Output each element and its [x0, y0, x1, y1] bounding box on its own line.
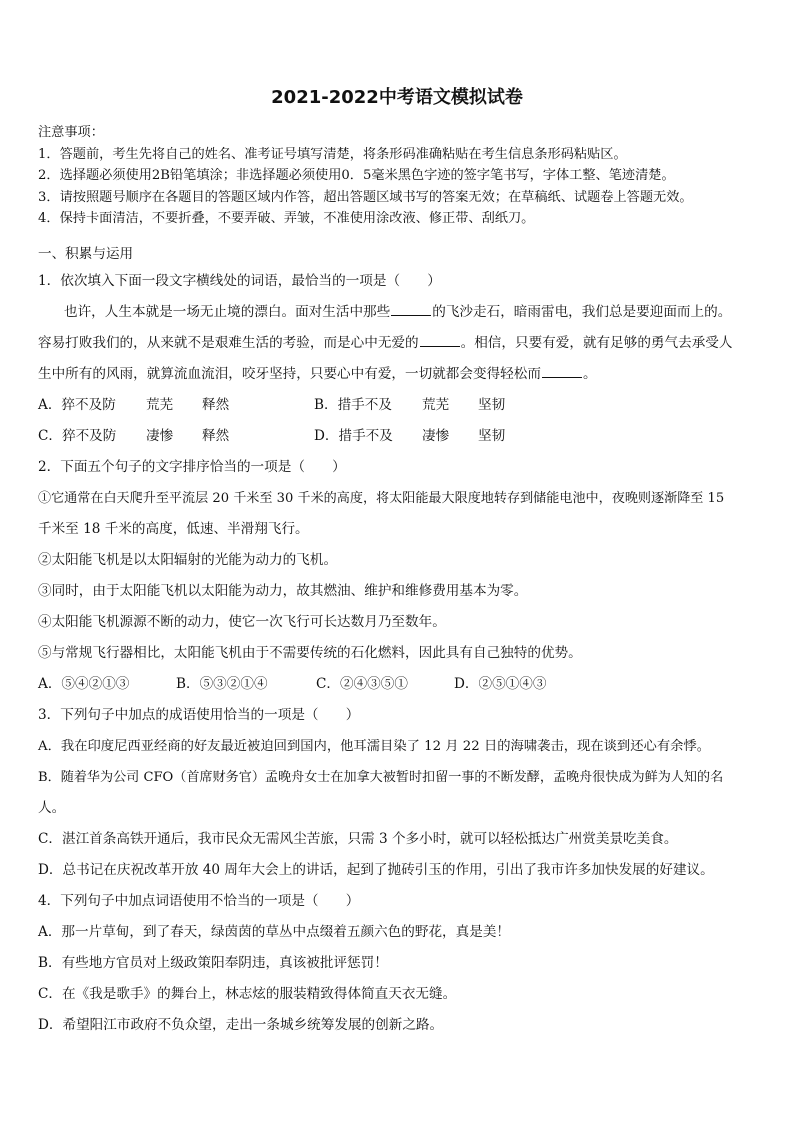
option-d: D．总书记在庆祝改革开放 40 周年大会上的讲话，起到了抛砖引玉的作用，引出了我市许多加快发展的好建议。 [38, 862, 714, 878]
option-b: B．随着华为公司 CFO（首席财务官）孟晚舟女士在加拿大被暂时扣留一事的不断发酵，孟晚舟很快成为鲜为人知的名 [38, 770, 724, 785]
question-3-stem: 3．下列句子中加点的成语使用恰当的一项是（ ） [38, 707, 360, 723]
option-a-word-2: 荒芜 [146, 397, 174, 413]
question-2-options-row [38, 669, 758, 700]
notice-block [38, 122, 758, 230]
exam-body [38, 242, 758, 1041]
question-2-stem: 2．下面五个句子的文字排序恰当的一项是（ ） [38, 459, 346, 475]
answer-blank [542, 363, 582, 378]
option-d: D．希望阳江市政府不负众望，走出一条城乡统筹发展的创新之路。 [38, 1017, 444, 1033]
option-d-word-2: 凄惨 [422, 428, 450, 444]
question-4-stem: 4．下列句子中加点词语使用不恰当的一项是（ ） [38, 893, 360, 909]
notice-item: 1．答题前，考生先将自己的姓名、准考证号填写清楚，将条形码准确粘贴在考生信息条形码粘贴区。 [38, 146, 627, 162]
option-a: A．那一片草甸，到了春天，绿茵茵的草丛中点缀着五颜六色的野花，真是美！ [38, 924, 511, 940]
option-b-word-2: 荒芜 [422, 397, 450, 413]
option-a-word-3: 释然 [202, 397, 230, 413]
option-c: C．湛江首条高铁开通后，我市民众无需风尘苦旅，只需 3 个多小时，就可以轻松抵达广州赏美景吃美食。 [38, 831, 678, 847]
answer-blank [391, 301, 431, 316]
question-2-sentence: ④太阳能飞机源源不断的动力，使它一次飞行可长达数月乃至数年。 [38, 614, 446, 630]
option-b-word-1: B．措手不及 [314, 397, 392, 413]
notice-item: 3．请按照题号顺序在各题目的答题区域内作答，超出答题区域书写的答案无效；在草稿纸、试题卷上答题无效。 [38, 189, 693, 205]
notice-heading: 注意事项： [38, 125, 104, 140]
option-b: B．有些地方官员对上级政策阳奉阴违，真该被批评惩罚！ [38, 955, 388, 971]
question-1-options-row [38, 390, 758, 421]
option-c-word-2: 凄惨 [146, 428, 174, 444]
question-2-sentence: 千米至 18 千米的高度，低速、半滑翔飞行。 [38, 521, 309, 537]
question-1-options-row [38, 421, 758, 452]
answer-blank [420, 332, 460, 347]
notice-item: 4．保持卡面清洁，不要折叠，不要弄破、弄皱，不准使用涂改液、修正带、刮纸刀。 [38, 211, 535, 226]
option-c-word-3: 释然 [202, 428, 230, 444]
option-c-word-1: C．猝不及防 [38, 428, 117, 444]
question-1-passage-line: 容易打败我们的，从来就不是艰难生活的考验，而是心中无爱的 。相信，只要有爱，就有足够的勇气去承受人 [38, 328, 758, 359]
question-2-sentence: ⑤与常规飞行器相比，太阳能飞机由于不需要传统的石化燃料，因此具有自己独特的优势。 [38, 645, 582, 661]
notice-item: 2．选择题必须使用2B铅笔填涂；非选择题必须使用0．5毫米黑色字迹的签字笔书写，字体工整、笔迹清楚。 [38, 168, 675, 183]
question-2-sentence: ②太阳能飞机是以太阳辐射的光能为动力的飞机。 [38, 552, 338, 568]
option-a: A．我在印度尼西亚经商的好友最近被迫回到国内，他耳濡目染了 12 月 22 日的海啸袭击，现在谈到还心有余悸。 [38, 739, 711, 754]
question-1-passage-line: 也许，人生本就是一场无止境的漂白。面对生活中那些 的飞沙走石，暗雨雷电，我们总是要迎面而上的。 [38, 297, 758, 328]
option-a-word-1: A．猝不及防 [38, 397, 116, 413]
section-heading: 一、积累与运用 [38, 246, 134, 262]
option-b-continued: 人。 [38, 800, 66, 816]
question-2-sentence: ③同时，由于太阳能飞机以太阳能为动力，故其燃油、维护和维修费用基本为零。 [38, 583, 528, 599]
question-2-sentence: ①它通常在白天爬升至平流层 20 千米至 30 千米的高度，将太阳能最大限度地转存到储能电池中，夜晚则逐渐降至 15 [38, 491, 725, 506]
option-a: A．⑤④②①③ [38, 676, 130, 692]
option-c: C．②④③⑤① [316, 676, 408, 692]
option-d-word-1: D．措手不及 [314, 428, 393, 444]
question-1-passage-line: 生中所有的风雨，就算流血流泪，咬牙坚持，只要心中有爱，一切就都会变得轻松而 。 [38, 359, 758, 390]
option-d-word-3: 坚韧 [478, 428, 506, 444]
option-b: B．⑤③②①④ [176, 676, 268, 692]
option-c: C．在《我是歌手》的舞台上，林志炫的服装精致得体简直天衣无缝。 [38, 986, 457, 1002]
option-d: D．②⑤①④③ [454, 676, 547, 692]
question-1-stem: 1．依次填入下面一段文字横线处的词语，最恰当的一项是（ ） [38, 273, 441, 289]
page-title: 2021-2022中考语文模拟试卷 [271, 87, 523, 108]
option-b-word-3: 坚韧 [478, 397, 506, 413]
